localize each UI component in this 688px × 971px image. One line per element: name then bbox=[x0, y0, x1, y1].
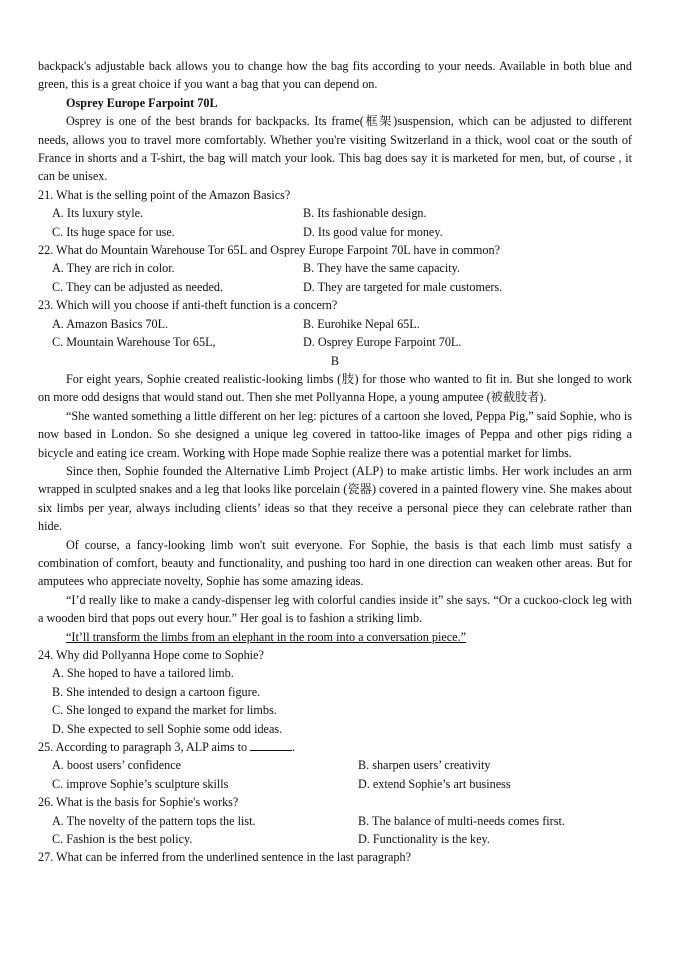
question-stem: 23. Which will you choose if anti-theft function is a concern? bbox=[38, 298, 338, 313]
question-22 bbox=[38, 241, 632, 296]
option-d: D. Functionality is the key. bbox=[358, 832, 490, 847]
question-stem bbox=[38, 738, 632, 756]
passage-b-paragraph-4: Of course, a fancy-looking limb won't suit everyone. For Sophie, the basis is that each limb must satisfy a combination of comfort, beauty and functionality, and pushing too hard in one direction can weaken other areas. But for amputees who appreciate novelty, Sophie has some amazing ideas. bbox=[38, 537, 632, 589]
passage-b-paragraph-6 bbox=[38, 628, 632, 646]
option-b: B. The balance of multi-needs comes first. bbox=[358, 813, 565, 828]
exam-page bbox=[38, 57, 632, 867]
passage-b-paragraph-3: Since then, Sophie founded the Alternative Limb Project (ALP) to make artistic limbs. Her work includes an arm wrapped in sculpted snakes and a leg that looks like porcelain (瓷器) covered in a painted flowery vine. She makes about six limbs per year, always including clients’ ideas so that they receive a personal piece they can celebrate rather than hide. bbox=[38, 463, 632, 534]
option-c: C. Mountain Warehouse Tor 65L, bbox=[52, 335, 216, 350]
question-stem: 21. What is the selling point of the Amazon Basics? bbox=[38, 187, 291, 202]
option-a: A. boost users’ confidence bbox=[52, 758, 182, 773]
question-stem: 26. What is the basis for Sophie's works? bbox=[38, 795, 239, 810]
option-d: D. They are targeted for male customers. bbox=[303, 279, 503, 294]
passage-a-continuation: backpack's adjustable back allows you to change how the bag fits according to your needs. Available in both blue and green, this is a great choice if you want a bag that you can depend on. bbox=[38, 59, 632, 92]
option-b: B. Its fashionable design. bbox=[303, 206, 427, 221]
section-b-heading: B bbox=[330, 353, 340, 368]
option-a: A. Amazon Basics 70L. bbox=[52, 316, 169, 331]
option-a: A. She hoped to have a tailored limb. bbox=[52, 666, 234, 681]
option-c: C. They can be adjusted as needed. bbox=[52, 279, 224, 294]
answer-blank bbox=[250, 740, 292, 751]
question-stem: 27. What can be inferred from the underlined sentence in the last paragraph? bbox=[38, 850, 412, 865]
question-27 bbox=[38, 848, 632, 866]
passage-a-osprey-paragraph: Osprey is one of the best brands for backpacks. Its frame(框架)suspension, which can be adjusted to different needs, allows you to travel more comfortably. Whether you're visiting Switzerland in a thick, wool coat or the south of France in shorts and a T-shirt, the bag will match your look. This bag does say it is marketed for men, but, of course , it can be unisex. bbox=[38, 114, 632, 184]
option-a: A. The novelty of the pattern tops the list. bbox=[52, 813, 256, 828]
option-d: D. Its good value for money. bbox=[303, 224, 443, 239]
option-b: B. They have the same capacity. bbox=[303, 261, 461, 276]
option-b: B. Eurohike Nepal 65L. bbox=[303, 316, 420, 331]
question-23 bbox=[38, 296, 632, 351]
passage-b-paragraph-1: For eight years, Sophie created realistic-looking limbs (肢) for those who wanted to fit in. But she longed to work on more odd designs that would stand out. Then she met Pollyanna Hope, a young amputee (被截肢者). bbox=[38, 371, 632, 405]
option-c: C. Its huge space for use. bbox=[52, 224, 175, 239]
question-26 bbox=[38, 793, 632, 848]
option-c: C. improve Sophie’s sculpture skills bbox=[52, 776, 229, 791]
question-stem-text: 25. According to paragraph 3, ALP aims to bbox=[38, 740, 248, 755]
option-a: A. They are rich in color. bbox=[52, 261, 175, 276]
question-21 bbox=[38, 186, 632, 241]
passage-b-paragraph-2: “She wanted something a little different on her leg: pictures of a cartoon she loved, Peppa Pig,” said Sophie, who is now based in London. So she designed a unique leg covered in tattoo-like images of Peppa and other pigs riding a bicycle and eating ice cream. Working with Hope made Sophie realize there was a potential market for limbs. bbox=[38, 408, 632, 460]
question-stem-end: . bbox=[292, 740, 296, 755]
question-stem: 22. What do Mountain Warehouse Tor 65L and Osprey Europe Farpoint 70L have in common? bbox=[38, 243, 500, 258]
question-25 bbox=[38, 738, 632, 793]
option-b: B. sharpen users’ creativity bbox=[358, 758, 491, 773]
option-a: A. Its luxury style. bbox=[52, 206, 144, 221]
option-c: C. She longed to expand the market for limbs. bbox=[52, 703, 277, 718]
question-stem: 24. Why did Pollyanna Hope come to Sophie? bbox=[38, 648, 264, 662]
underlined-sentence: “It’ll transform the limbs from an elephant in the room into a conversation piece.” bbox=[66, 629, 467, 644]
option-b: B. She intended to design a cartoon figure. bbox=[52, 684, 261, 699]
passage-b-paragraph-5: “I’d really like to make a candy-dispenser leg with colorful candies inside it” she says. “Or a cuckoo-clock leg with a wooden bird that pops out every hour.” Her goal is to fashion a striking limb. bbox=[38, 592, 632, 626]
question-24 bbox=[38, 646, 632, 738]
option-d: D. Osprey Europe Farpoint 70L. bbox=[303, 335, 462, 350]
option-d: D. extend Sophie’s art business bbox=[358, 776, 511, 791]
product-title-osprey: Osprey Europe Farpoint 70L bbox=[66, 95, 218, 110]
option-d: D. She expected to sell Sophie some odd ideas. bbox=[52, 721, 283, 736]
option-c: C. Fashion is the best policy. bbox=[52, 832, 193, 847]
